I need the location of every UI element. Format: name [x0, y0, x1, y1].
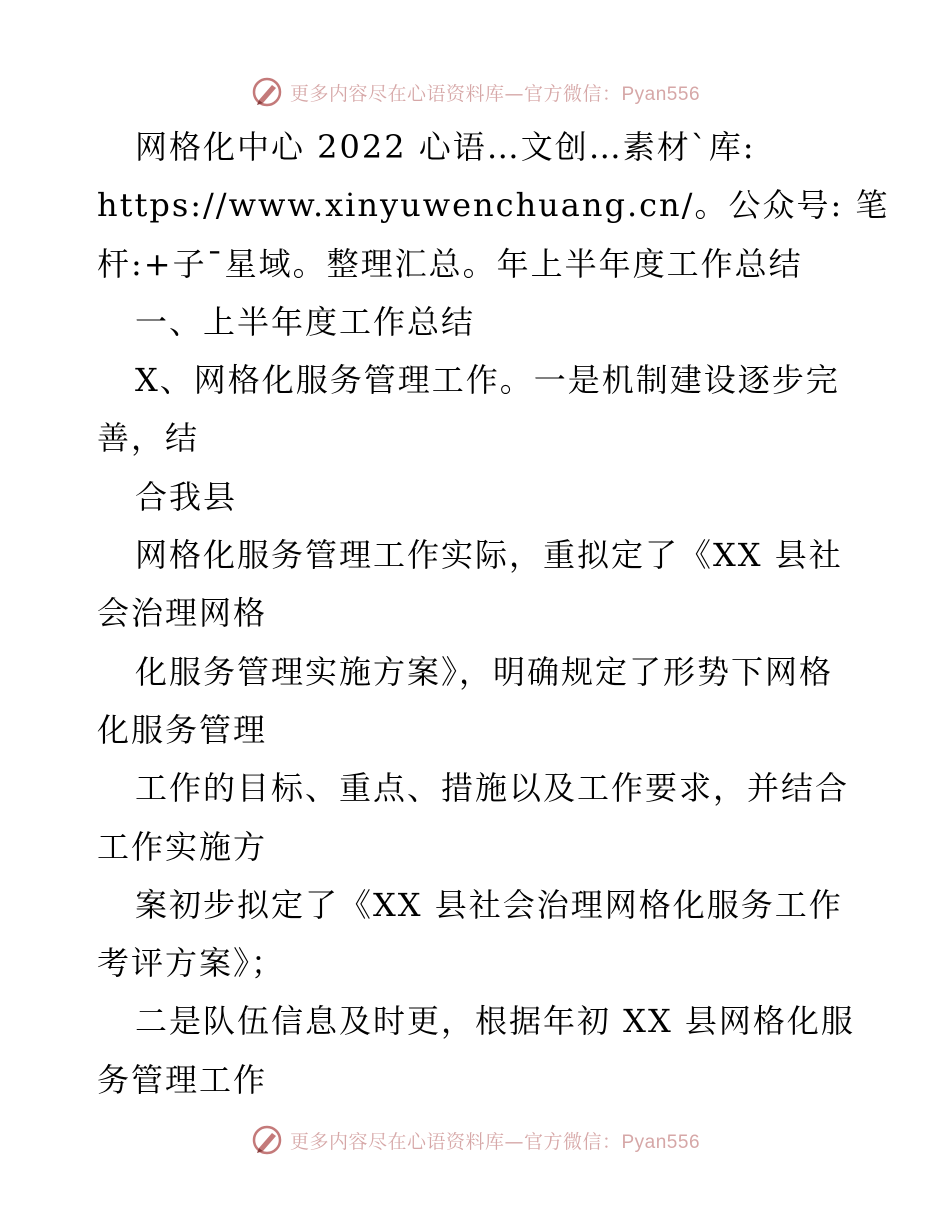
banner-label: 更多内容尽在心语资料库—官方微信：	[289, 82, 622, 105]
banner-text	[290, 79, 700, 106]
wechat-id: Pyan556	[621, 83, 701, 105]
text-line: https://www.xinyuwenchuang.cn/。公众号: 笔	[97, 186, 890, 225]
header-watermark-banner	[0, 72, 950, 112]
text-line: 网格化中心 2022 心语…文创…素材`库:	[135, 128, 756, 166]
text-line: 会治理网格	[97, 594, 268, 633]
text-line: 杆:+子¯星域。整理汇总。年上半年度工作总结	[97, 244, 803, 283]
document-body	[97, 118, 890, 1109]
banner-label: 更多内容尽在心语资料库—官方微信：	[289, 1130, 622, 1153]
text-line: 案初步拟定了《XX 县社会治理网格化服务工作	[135, 885, 843, 924]
footer-watermark-banner	[0, 1120, 950, 1160]
wechat-id: Pyan556	[621, 1131, 701, 1153]
text-line: 工作实施方	[97, 827, 268, 866]
pen-logo-icon	[250, 1123, 284, 1157]
text-line: 网格化服务管理工作实际，重拟定了《XX 县社	[135, 536, 843, 575]
text-line: 二是队伍信息及时更，根据年初 XX 县网格化服	[135, 1002, 855, 1041]
text-line: 化服务管理	[97, 710, 268, 749]
text-line: 务管理工作	[97, 1060, 268, 1099]
text-line: X、网格化服务管理工作。一是机制建设逐步完	[135, 361, 840, 400]
text-line: 一、上半年度工作总结	[135, 302, 476, 341]
pen-logo-icon	[250, 75, 284, 109]
text-line: 合我县	[135, 477, 238, 516]
text-line: 善，结	[97, 419, 200, 458]
text-line: 化服务管理实施方案》，明确规定了形势下网格	[135, 652, 834, 691]
text-line: 工作的目标、重点、措施以及工作要求，并结合	[135, 769, 850, 808]
banner-text	[290, 1127, 700, 1154]
text-line: 考评方案》；	[97, 944, 286, 983]
